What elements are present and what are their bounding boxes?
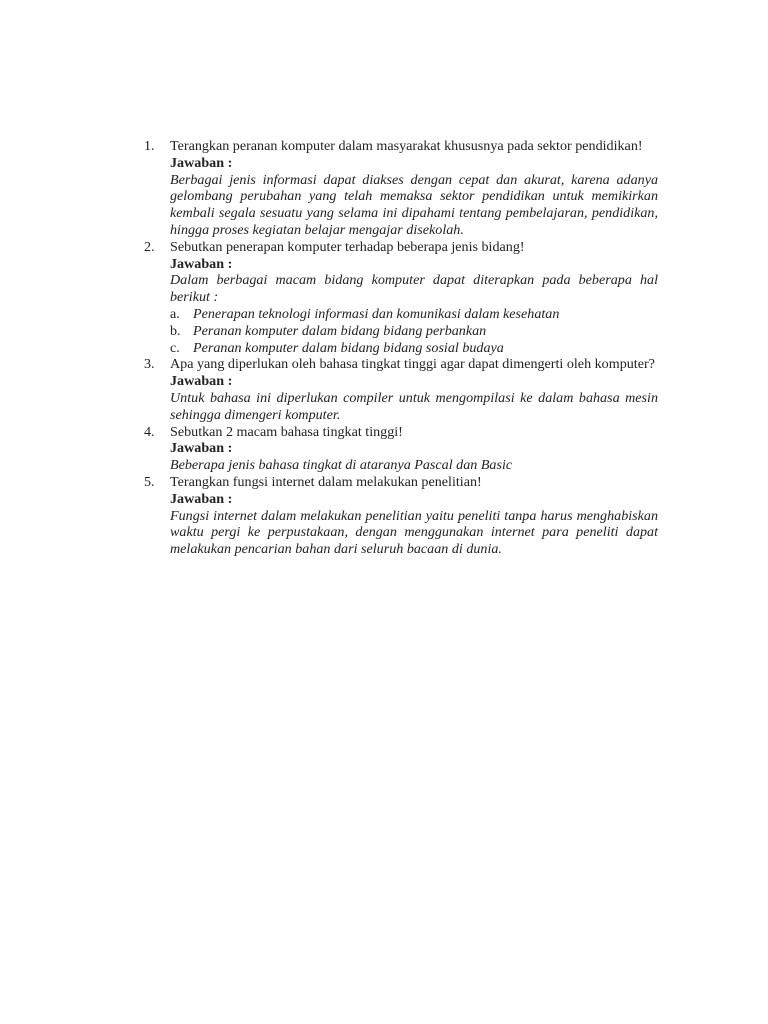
sub-letter: a. [170,305,180,322]
item-number: 1. [144,138,155,154]
answer-label: Jawaban : [170,255,233,272]
qa-list [144,138,658,558]
sub-text: Peranan komputer dalam bidang bidang perbankan [193,322,487,339]
question-text: Sebutkan penerapan komputer terhadap beberapa jenis bidang! [170,238,525,255]
sub-text: Peranan komputer dalam bidang bidang sosial budaya [193,339,504,356]
question-text: Apa yang diperlukan oleh bahasa tingkat tinggi agar dapat dimengerti oleh komputer? [170,356,655,373]
answer-text: Dalam berbagai macam bidang komputer dapat diterapkan pada beberapa hal berikut : [170,272,658,306]
sub-list-item-c [170,340,658,357]
list-item-1 [144,138,658,239]
answer-label: Jawaban : [170,490,233,507]
answer-text: Fungsi internet dalam melakukan penelitian yaitu peneliti tanpa harus menghabiskan waktu pergi ke perpustakaan, dengan menggunakan internet para peneliti dapat melakukan pencarian bahan dari seluruh bacaan di dunia. [170,507,658,558]
list-item-4 [144,424,658,474]
question-text: Terangkan peranan komputer dalam masyarakat khususnya pada sektor pendidikan! [170,138,643,154]
answer-label: Jawaban : [170,154,233,171]
sub-text: Penerapan teknologi informasi dan komunikasi dalam kesehatan [193,305,560,322]
item-number: 5. [144,473,155,490]
question-text: Terangkan fungsi internet dalam melakukan penelitian! [170,473,482,490]
answer-label: Jawaban : [170,373,233,390]
answer-label: Jawaban : [170,440,233,457]
sub-list-item-b [170,323,658,340]
item-number: 2. [144,238,155,255]
list-item-5 [144,474,658,558]
answer-text: Berbagai jenis informasi dapat diakses dengan cepat dan akurat, karena adanya gelombang perubahan yang telah memaksa sektor pendidikan untuk memikirkan kembali segala sesuatu yang selama ini dipahami tentang pembelajaran, pendidikan, hingga proses kegiatan belajar mengajar disekolah. [170,171,658,238]
list-item-2 [144,239,658,357]
item-number: 3. [144,356,155,373]
sub-letter: c. [170,339,180,356]
answer-text: Untuk bahasa ini diperlukan compiler untuk mengompilasi ke dalam bahasa mesin sehingga dimengeri komputer. [170,389,658,423]
item-number: 4. [144,423,155,440]
list-item-3 [144,356,658,423]
sub-letter: b. [170,322,181,339]
question-text: Sebutkan 2 macam bahasa tingkat tinggi! [170,423,403,440]
answer-text: Beberapa jenis bahasa tingkat di ataranya Pascal dan Basic [170,457,513,474]
sub-list-item-a [170,306,658,323]
